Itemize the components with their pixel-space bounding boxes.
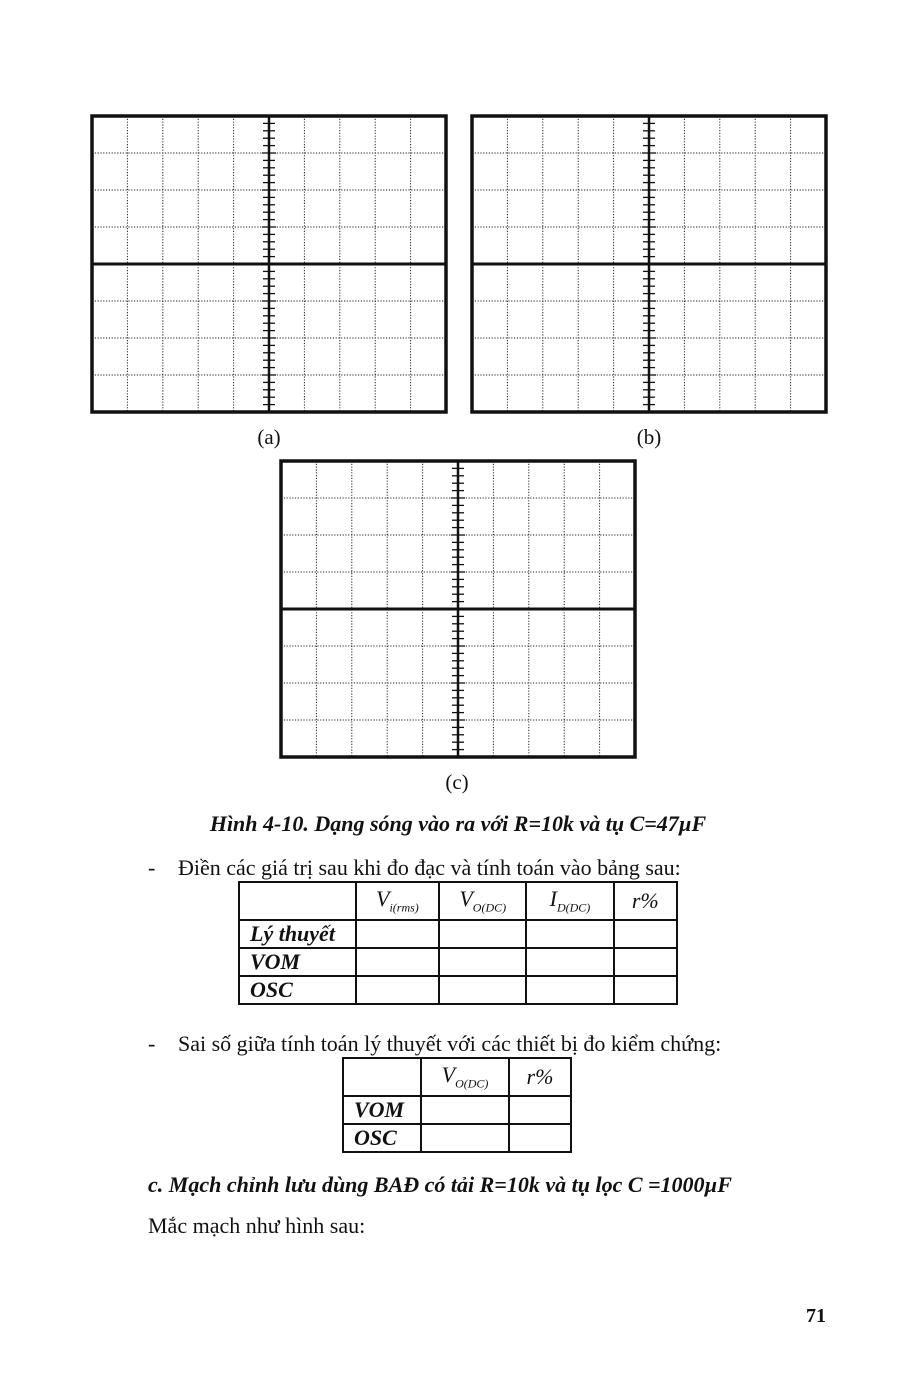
input-cell[interactable]	[614, 976, 677, 1004]
table-row	[239, 948, 677, 976]
header-id-dc: $I_{D(DC)}$	[526, 882, 613, 920]
row-label-theory: Lý thuyết	[239, 920, 356, 948]
row-label-osc: OSC	[343, 1124, 421, 1152]
section-c-body: Mắc mạch như hình sau:	[148, 1213, 366, 1238]
section-c-heading: c. Mạch chỉnh lưu dùng BAĐ có tải R=10k và tụ lọc C =1000µF	[148, 1172, 732, 1197]
figure-caption: Hình 4-10. Dạng sóng vào ra với R=10k và tụ C=47µF	[209, 811, 707, 836]
input-cell[interactable]	[439, 976, 526, 1004]
scope-label-a: (a)	[257, 425, 281, 449]
scope-label-b: (b)	[636, 425, 662, 449]
input-cell[interactable]	[439, 920, 526, 948]
header-ripple: r%	[509, 1058, 571, 1096]
page-number: 71	[806, 1305, 826, 1327]
header-ripple: r%	[614, 882, 677, 920]
row-label-vom: VOM	[239, 948, 356, 976]
table-row	[343, 1096, 571, 1124]
instruction-fill-table: Điền các giá trị sau khi đo đạc và tính toán vào bảng sau:	[178, 855, 681, 880]
table-row	[239, 976, 677, 1004]
bullet-dash: -	[148, 1031, 156, 1056]
error-table	[342, 1057, 572, 1153]
oscilloscope-grid-c	[279, 459, 637, 759]
header-vo-dc: $V_{O(DC)}$	[421, 1058, 509, 1096]
table-header-row	[239, 882, 677, 920]
header-vi-rms: $V_{i(rms)}$	[356, 882, 439, 920]
instruction-error-table: Sai số giữa tính toán lý thuyết với các thiết bị đo kiểm chứng:	[178, 1031, 722, 1056]
oscilloscope-grid-b	[470, 114, 828, 414]
input-cell[interactable]	[614, 920, 677, 948]
input-cell[interactable]	[526, 976, 613, 1004]
input-cell[interactable]	[421, 1096, 509, 1124]
input-cell[interactable]	[526, 920, 613, 948]
input-cell[interactable]	[356, 976, 439, 1004]
row-label-vom: VOM	[343, 1096, 421, 1124]
input-cell[interactable]	[509, 1096, 571, 1124]
input-cell[interactable]	[526, 948, 613, 976]
measurement-table	[238, 881, 678, 1005]
empty-cell	[343, 1058, 421, 1096]
input-cell[interactable]	[421, 1124, 509, 1152]
input-cell[interactable]	[356, 948, 439, 976]
scope-label-c: (c)	[445, 770, 469, 794]
table-header-row	[343, 1058, 571, 1096]
empty-cell	[239, 882, 356, 920]
table-row	[343, 1124, 571, 1152]
table-row	[239, 920, 677, 948]
header-vo-dc: $V_{O(DC)}$	[439, 882, 526, 920]
oscilloscope-grid-a	[90, 114, 448, 414]
input-cell[interactable]	[614, 948, 677, 976]
input-cell[interactable]	[439, 948, 526, 976]
row-label-osc: OSC	[239, 976, 356, 1004]
input-cell[interactable]	[509, 1124, 571, 1152]
bullet-dash: -	[148, 855, 156, 880]
input-cell[interactable]	[356, 920, 439, 948]
